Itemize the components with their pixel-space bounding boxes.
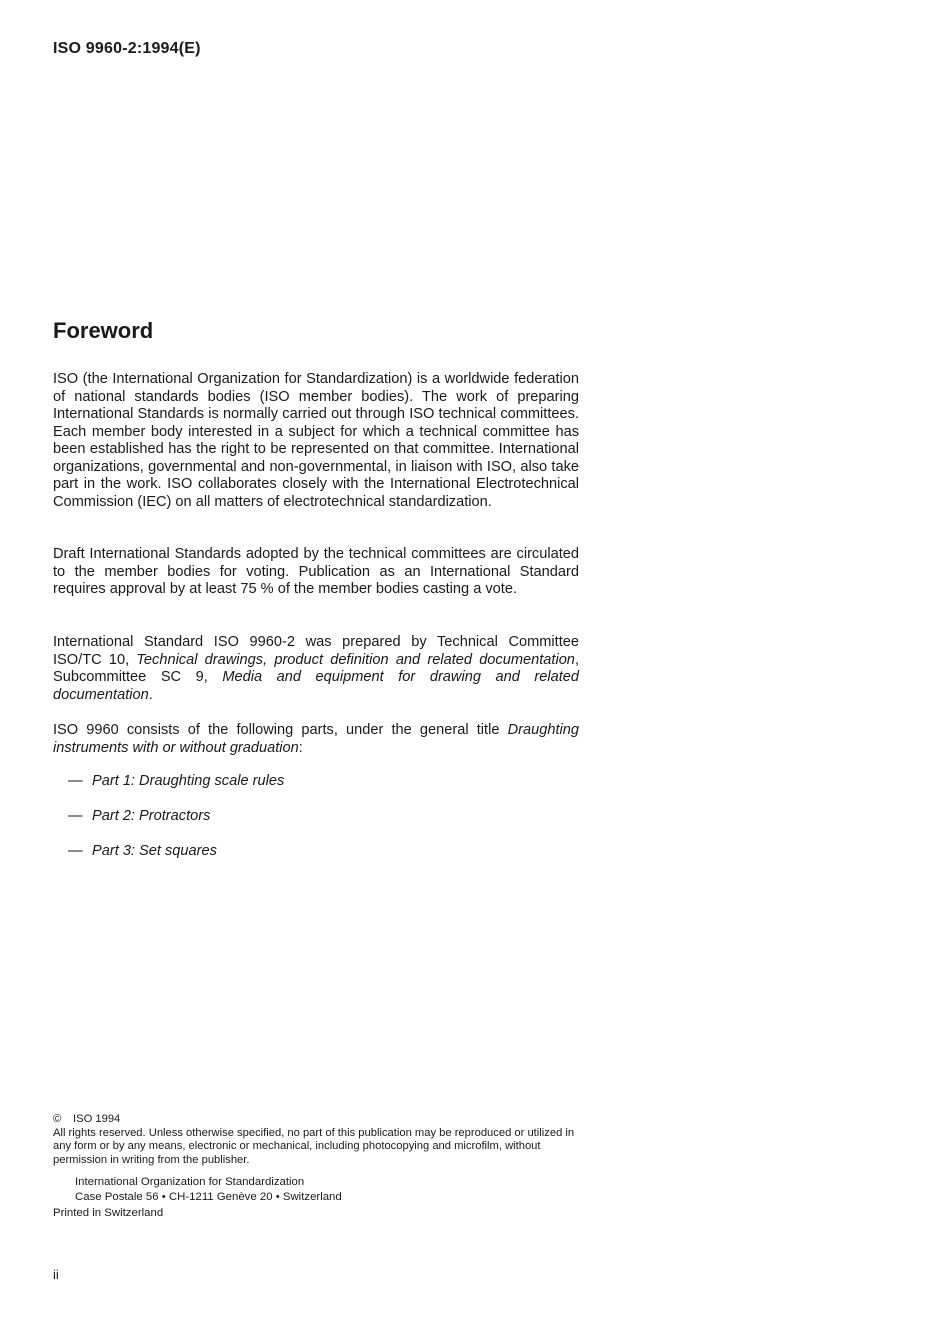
dash: — [68,808,83,824]
list-item [68,772,284,807]
general-title: Draughting instruments with or without graduation [53,722,579,756]
committee-title: Technical drawings, product definition and related documentation [136,651,575,668]
part-label: Part 2: Protractors [92,808,211,824]
dash: — [68,773,83,789]
list-item [68,807,284,842]
foreword-paragraph-2: Draft International Standards adopted by the technical committees are circulated to the member bodies for voting. Publication as an International Standard requires approval by at least 75 % of the member bodies casting a vote. [53,546,579,597]
dash: — [68,843,83,859]
list-item [68,842,284,877]
publisher-name: International Organization for Standardization [75,1176,305,1188]
rights-statement: All rights reserved. Unless otherwise specified, no part of this publication may be reproduced or utilized in any form or by any means, electronic or mechanical, including photocopying and microfilm, without permission in writing from the publisher. [53,1126,575,1166]
p4-text-1: ISO 9960 consists of the following parts, under the general title [53,722,508,738]
p3-text-2: , Subcommittee SC 9, [53,651,579,685]
part-label: Part 1: Draughting scale rules [92,773,285,789]
printed-in: Printed in Switzerland [53,1207,164,1219]
subcommittee-title: Media and equipment for drawing and related documentation [53,669,579,703]
publisher-postal-address: Case Postale 56 • CH-1211 Genève 20 • Switzerland [75,1191,342,1203]
publisher-address [75,1175,342,1205]
foreword-paragraph-3 [53,634,579,704]
foreword-title: Foreword [53,318,154,343]
page-number: ii [53,1267,59,1282]
copyright-line [53,1113,583,1127]
p4-text-2: : [298,739,303,756]
copyright-symbol: © [53,1113,62,1125]
foreword-paragraph-1: ISO (the International Organization for Standardization) is a worldwide federation of national standards bodies (ISO member bodies). The work of preparing International Standards is normally carried out through ISO technical committees. Each member body interested in a subject for which a technical committee has been established has the right to be represented on that committee. International organizations, governmental and non-governmental, in liaison with ISO, also take part in the work. ISO collaborates closely with the International Electrotechnical Commission (IEC) on all matters of electrotechnical standardization. [53,371,579,510]
p3-text-1: International Standard ISO 9960-2 was prepared by Technical Committee ISO/TC 10, [53,634,579,668]
document-id-header: ISO 9960-2:1994(E) [53,40,201,57]
part-label: Part 3: Set squares [92,843,217,859]
p3-text-3: . [148,686,153,703]
copyright-notice: ISO 1994 [73,1113,121,1125]
parts-list [68,772,284,877]
copyright-block [53,1113,583,1167]
foreword-paragraph-4 [53,722,579,757]
